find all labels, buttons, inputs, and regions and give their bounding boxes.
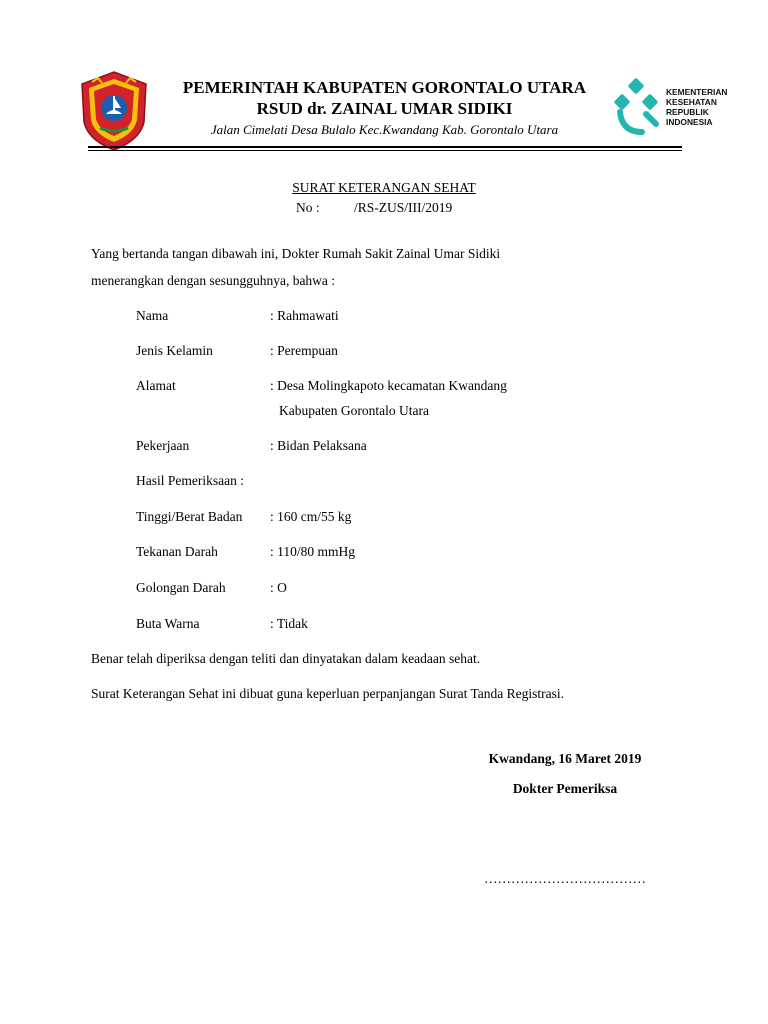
signature-role: Dokter Pemeriksa <box>512 781 618 796</box>
closing-line-1: Benar telah diperiksa dengan teliti dan dinyatakan dalam keadaan sehat. <box>91 651 481 666</box>
intro-line-2: menerangkan dengan sesungguhnya, bahwa : <box>91 273 336 288</box>
intro-line-1: Yang bertanda tangan dibawah ini, Dokter Rumah Sakit Zainal Umar Sidiki <box>91 246 501 261</box>
field-label-jenis-kelamin: Jenis Kelamin <box>136 343 213 358</box>
field-label-tinggi-berat: Tinggi/Berat Badan <box>136 509 243 524</box>
field-label-nama: Nama <box>136 308 169 323</box>
field-value-nama: : Rahmawati <box>270 308 339 323</box>
field-label-hasil-pemeriksaan: Hasil Pemeriksaan : <box>136 473 244 488</box>
closing-line-2: Surat Keterangan Sehat ini dibuat guna keperluan perpanjangan Surat Tanda Registrasi. <box>91 686 565 701</box>
signature-place-date: Kwandang, 16 Maret 2019 <box>488 751 642 766</box>
field-label-golongan-darah: Golongan Darah <box>136 580 226 595</box>
field-value-pekerjaan: : Bidan Pelaksana <box>270 438 367 453</box>
field-value-alamat: : Desa Molingkapoto kecamatan Kwandang <box>270 378 507 393</box>
document-number <box>296 200 452 216</box>
field-label-alamat: Alamat <box>136 378 176 393</box>
header-government-title: PEMERINTAH KABUPATEN GORONTALO UTARA <box>182 78 587 97</box>
field-value-golongan-darah: : O <box>270 580 287 595</box>
field-label-buta-warna: Buta Warna <box>136 616 200 631</box>
header-address: Jalan Cimelati Desa Bulalo Kec.Kwandang Kab. Gorontalo Utara <box>210 122 559 137</box>
field-label-pekerjaan: Pekerjaan <box>136 438 190 453</box>
field-value-jenis-kelamin: : Perempuan <box>270 343 338 358</box>
kemenkes-logo-text: KEMENTERIAN KESEHATAN REPUBLIK INDONESIA <box>666 87 728 127</box>
document-number-label: No : <box>296 200 320 215</box>
header-hospital-name: RSUD dr. ZAINAL UMAR SIDIKI <box>256 99 513 118</box>
header-divider-thick <box>88 146 682 148</box>
kemenkes-logo <box>612 78 662 136</box>
document-number-value: /RS-ZUS/III/2019 <box>354 200 453 215</box>
field-label-tekanan-darah: Tekanan Darah <box>136 544 218 559</box>
regency-emblem-logo <box>78 70 150 152</box>
header-divider-thin <box>88 150 682 151</box>
field-value-tinggi-berat: : 160 cm/55 kg <box>270 509 352 524</box>
signature-line: ……………………………… <box>484 871 646 886</box>
field-value-tekanan-darah: : 110/80 mmHg <box>270 544 356 559</box>
document-title: SURAT KETERANGAN SEHAT <box>292 180 476 195</box>
field-value-buta-warna: : Tidak <box>270 616 308 631</box>
field-value-alamat-line2: Kabupaten Gorontalo Utara <box>279 403 429 418</box>
